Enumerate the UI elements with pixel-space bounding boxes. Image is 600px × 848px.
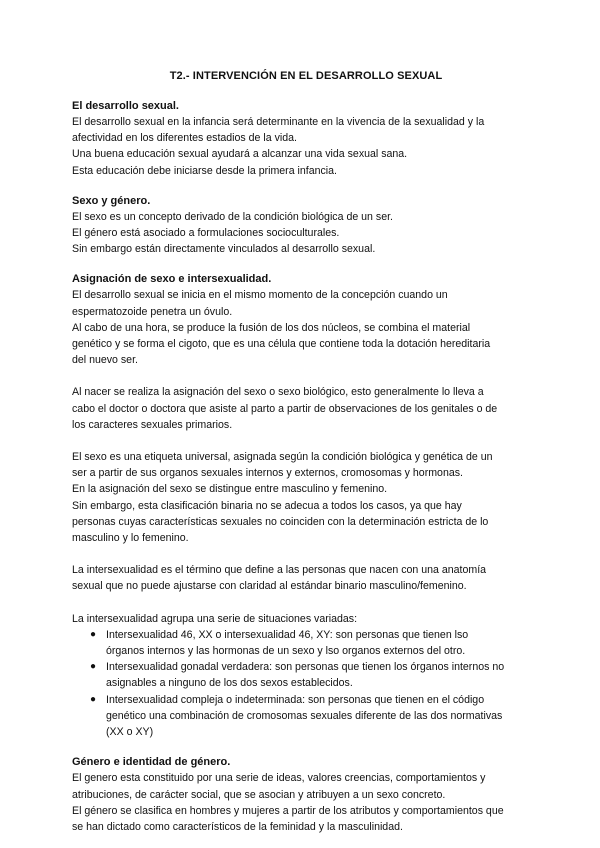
bullet-item bbox=[90, 627, 540, 659]
paragraph bbox=[72, 449, 540, 546]
text-line: Al nacer se realiza la asignación del sexo o sexo biológico, esto generalmente lo lleva a bbox=[72, 386, 484, 399]
text-line: masculino y lo femenino. bbox=[72, 532, 189, 545]
text-line: El desarrollo sexual en la infancia será determinante en la vivencia de la sexualidad y la bbox=[72, 116, 485, 128]
section bbox=[72, 271, 540, 740]
section bbox=[72, 193, 540, 258]
text-line: los caracteres sexuales primarios. bbox=[72, 418, 233, 431]
text-line: afectividad en los diferentes estadios de la vida. bbox=[72, 132, 297, 145]
text-line: genético una combinación de cromosomas sexuales diferente de las dos normativas bbox=[106, 709, 503, 722]
section-heading: Asignación de sexo e intersexualidad. bbox=[72, 273, 272, 286]
text-line: El sexo es un concepto derivado de la condición biológica de un ser. bbox=[72, 210, 393, 223]
paragraph bbox=[72, 384, 540, 433]
text-line: asignables a ninguno de los dos sexos establecidos. bbox=[106, 677, 353, 690]
bullet-item bbox=[90, 692, 540, 741]
bullet-icon: ● bbox=[90, 661, 97, 673]
text-line: órganos internos y las hormonas de un sexo y lso organos externos del otro. bbox=[106, 645, 466, 658]
bullet-icon: ● bbox=[90, 628, 97, 640]
text-line: El desarrollo sexual se inicia en el mismo momento de la concepción cuando un bbox=[72, 289, 448, 302]
paragraph bbox=[72, 114, 540, 179]
text-line: La intersexualidad es el término que define a las personas que nacen con una anatomía bbox=[72, 564, 487, 577]
text-line: Al cabo de una hora, se produce la fusión de los dos núcleos, se combina el material bbox=[72, 321, 471, 334]
text-line: La intersexualidad agrupa una serie de situaciones variadas: bbox=[72, 612, 358, 625]
text-line: ser a partir de sus organos sexuales internos y externos, cromosomas y hormonas. bbox=[72, 467, 463, 480]
text-line: Una buena educación sexual ayudará a alcanzar una vida sexual sana. bbox=[72, 148, 408, 161]
text-line: El género está asociado a formulaciones socioculturales. bbox=[72, 227, 340, 240]
text-line: El sexo es una etiqueta universal, asignada según la condición biológica y genética de un bbox=[72, 451, 493, 464]
text-line: se han dictado como característicos de la feminidad y la masculinidad. bbox=[72, 820, 403, 833]
paragraph bbox=[72, 611, 540, 627]
document-title: T2.- INTERVENCIÓN EN EL DESARROLLO SEXUAL bbox=[169, 70, 443, 82]
text-line: Esta educación debe iniciarse desde la primera infancia. bbox=[72, 164, 337, 177]
text-line: Intersexualidad 46, XX o intersexualidad 46, XY: son personas que tienen lso bbox=[106, 628, 469, 641]
text-line: Sin embargo están directamente vinculados al desarrollo sexual. bbox=[72, 243, 376, 256]
text-line: Sin embargo, esta clasificación binaria no se adecua a todos los casos, ya que hay bbox=[72, 499, 462, 512]
section-heading: Género e identidad de género. bbox=[72, 756, 231, 769]
bullet-list bbox=[72, 627, 540, 740]
text-line: cabo el doctor o doctora que asiste al parto a partir de observaciones de los genitales o de bbox=[72, 402, 498, 415]
text-line: El genero esta constituido por una serie de ideas, valores creencias, comportamientos y bbox=[72, 772, 486, 785]
section-heading: Sexo y género. bbox=[72, 194, 151, 207]
text-line: atribuciones, de carácter social, que se asocian y atribuyen a un sexo concreto. bbox=[72, 788, 446, 801]
text-line: El género se clasifica en hombres y mujeres a partir de los atributos y comportamientos que bbox=[72, 804, 504, 817]
paragraph bbox=[72, 770, 540, 835]
text-line: del nuevo ser. bbox=[72, 354, 138, 367]
bullet-icon: ● bbox=[90, 693, 97, 705]
text-line: genético y se forma el cigoto, que es una célula que contiene toda la dotación hereditaria bbox=[72, 338, 491, 351]
paragraph bbox=[72, 562, 540, 594]
bullet-item bbox=[90, 659, 540, 691]
section bbox=[72, 98, 540, 179]
text-line: personas cuyas características sexuales no coinciden con la determinación estricta de lo bbox=[72, 515, 489, 528]
section bbox=[72, 754, 540, 835]
paragraph bbox=[72, 287, 540, 368]
text-line: espermatozoide penetra un óvulo. bbox=[72, 305, 233, 318]
section-heading: El desarrollo sexual. bbox=[72, 100, 179, 112]
document-body bbox=[72, 98, 540, 835]
text-line: En la asignación del sexo se distingue entre masculino y femenino. bbox=[72, 483, 388, 496]
text-line: sexual que no puede ajustarse con claridad al estándar binario masculino/femenino. bbox=[72, 580, 467, 593]
paragraph bbox=[72, 209, 540, 258]
text-line: (XX o XY) bbox=[106, 726, 154, 739]
text-line: Intersexualidad gonadal verdadera: son personas que tienen los órganos internos no bbox=[106, 661, 505, 674]
text-line: Intersexualidad compleja o indeterminada: son personas que tienen en el código bbox=[106, 693, 485, 706]
